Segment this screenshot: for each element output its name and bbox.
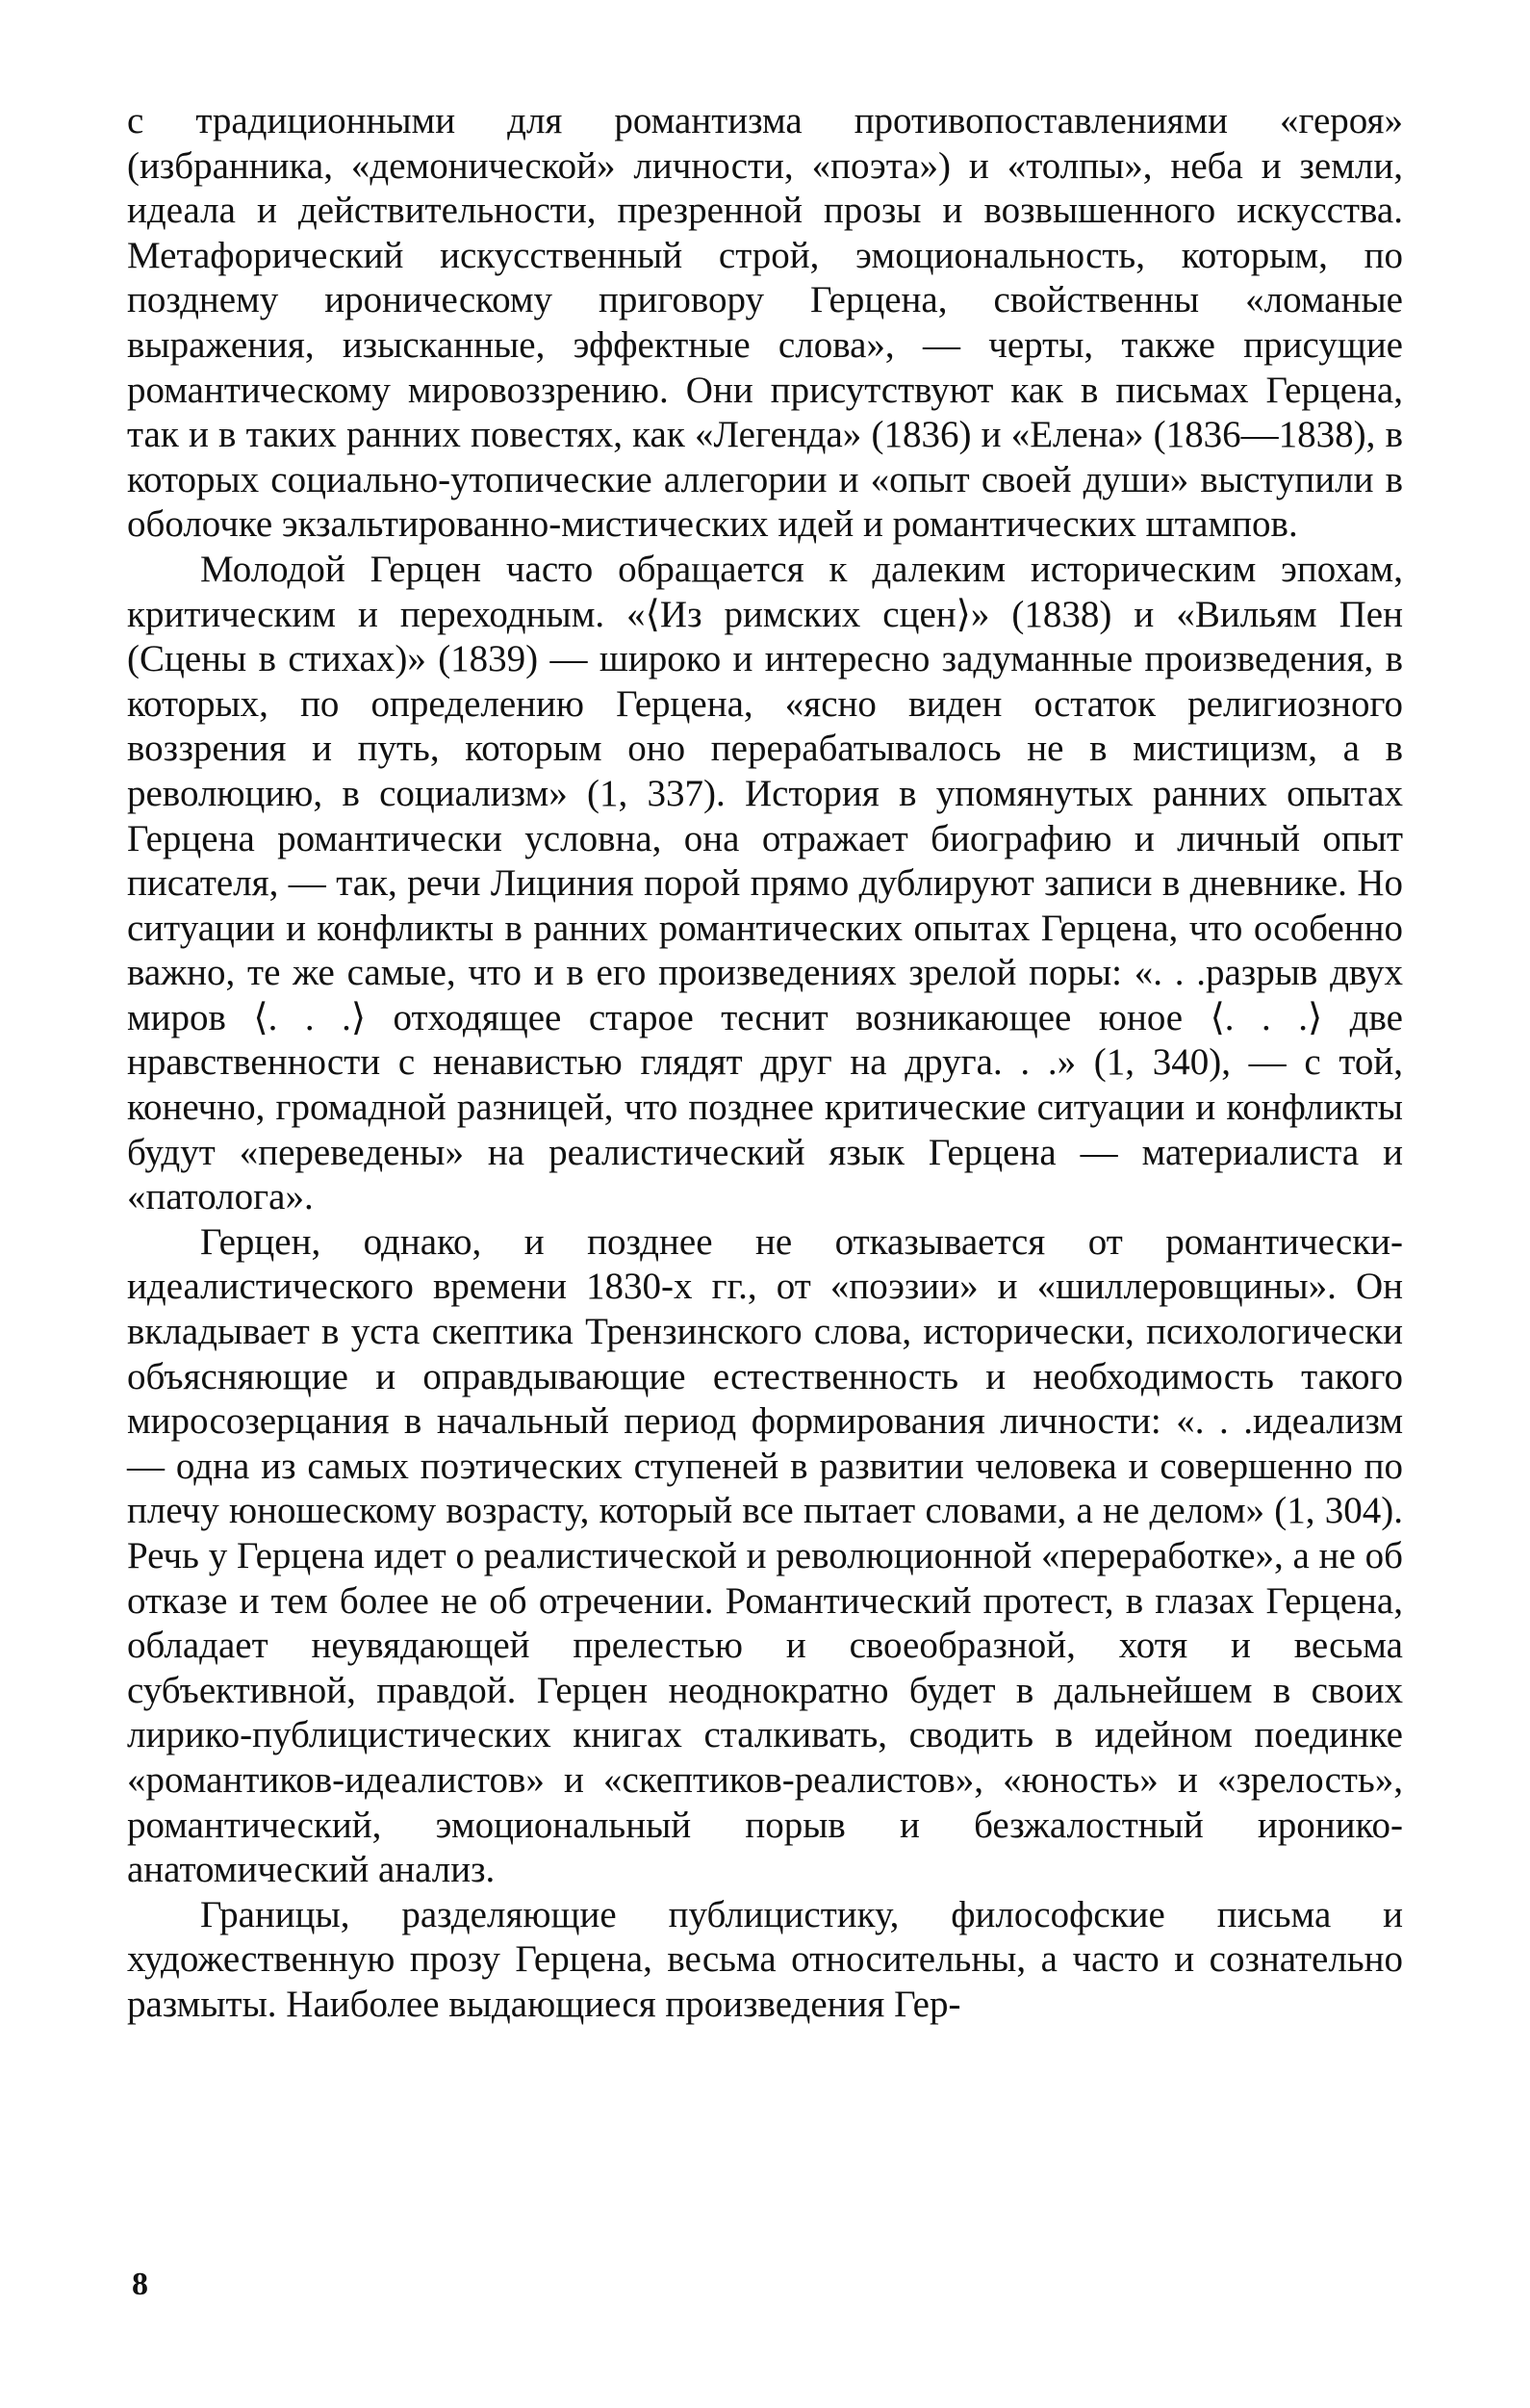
paragraph: Границы, разделяющие публицистику, философские письма и художественную прозу Герцена, весьма относительны, а часто и сознательно размыты. Наиболее выдающиеся произведения Гер- <box>127 1893 1403 2025</box>
paragraph: Молодой Герцен часто обращается к далеким историческим эпохам, критическим и переходным. «⟨Из римских сцен⟩» (1838) и «Вильям Пен (Сцены в стихах)» (1839) — широко и интересно задуманные произведения, в которых, по определению Герцена, «ясно виден остаток религиозного воззрения и путь, которым оно перерабатывалось не в мистицизм, а в революцию, в социализм» (1, 337). История в упомянутых ранних опытах Герцена романтически условна, она отражает биографию и личный опыт писателя, — так, речи Лициния порой прямо дублируют записи в дневнике. Но ситуации и конфликты в ранних романтических опытах Герцена, что особенно важно, те же самые, что и в его произведениях зрелой поры: «. . .разрыв двух миров ⟨. . .⟩ отходящее старое теснит возникающее юное ⟨. . .⟩ две нравственности с ненавистью глядят друг на друга. . .» (1, 340), — с той, конечно, громадной разницей, что позднее критические ситуации и конфликты будут «переведены» на реалистический язык Герцена — материалиста и «патолога». <box>127 548 1403 1218</box>
page-number: 8 <box>132 2267 148 2302</box>
paragraph-continuation: с традиционными для романтизма противопоставлениями «героя» (избранника, «демонической» личности, «поэта») и «толпы», неба и земли, идеала и действительности, презренной прозы и возвышенного искусства. Метафорический искусственный строй, эмоциональность, которым, по позднему ироническому приговору Герцена, свойственны «ломаные выражения, изысканные, эффектные слова», — черты, также присущие романтическому мировоззрению. Они присутствуют как в письмах Герцена, так и в таких ранних повестях, как «Легенда» (1836) и «Елена» (1836—1838), в которых социально-утопические аллегории и «опыт своей души» выступили в оболочке экзальтированно-мистических идей и романтических штампов. <box>127 100 1403 546</box>
body-text <box>127 99 1403 2028</box>
paragraph: Герцен, однако, и позднее не отказывается от романтически-идеалистического времени 1830-х гг., от «поэзии» и «шиллеровщины». Он вкладывает в уста скептика Трензинского слова, исторически, психологически объясняющие и оправдывающие естественность и необходимость такого миросозерцания в начальный период формирования личности: «. . .идеализм — одна из самых поэтических ступеней в развитии человека и совершенно по плечу юношескому возрасту, который все пытает словами, а не делом» (1, 304). Речь у Герцена идет о реалистической и революционной «переработке», а не об отказе и тем более не об отречении. Романтический протест, в глазах Герцена, обладает неувядающей прелестью и своеобразной, хотя и весьма субъективной, правдой. Герцен неоднократно будет в дальнейшем в своих лирико-публицистических книгах сталкивать, сводить в идейном поединке «романтиков-идеалистов» и «скептиков-реалистов», «юность» и «зрелость», романтический, эмоциональный порыв и безжалостный иронико-анатомический анализ. <box>127 1220 1403 1891</box>
